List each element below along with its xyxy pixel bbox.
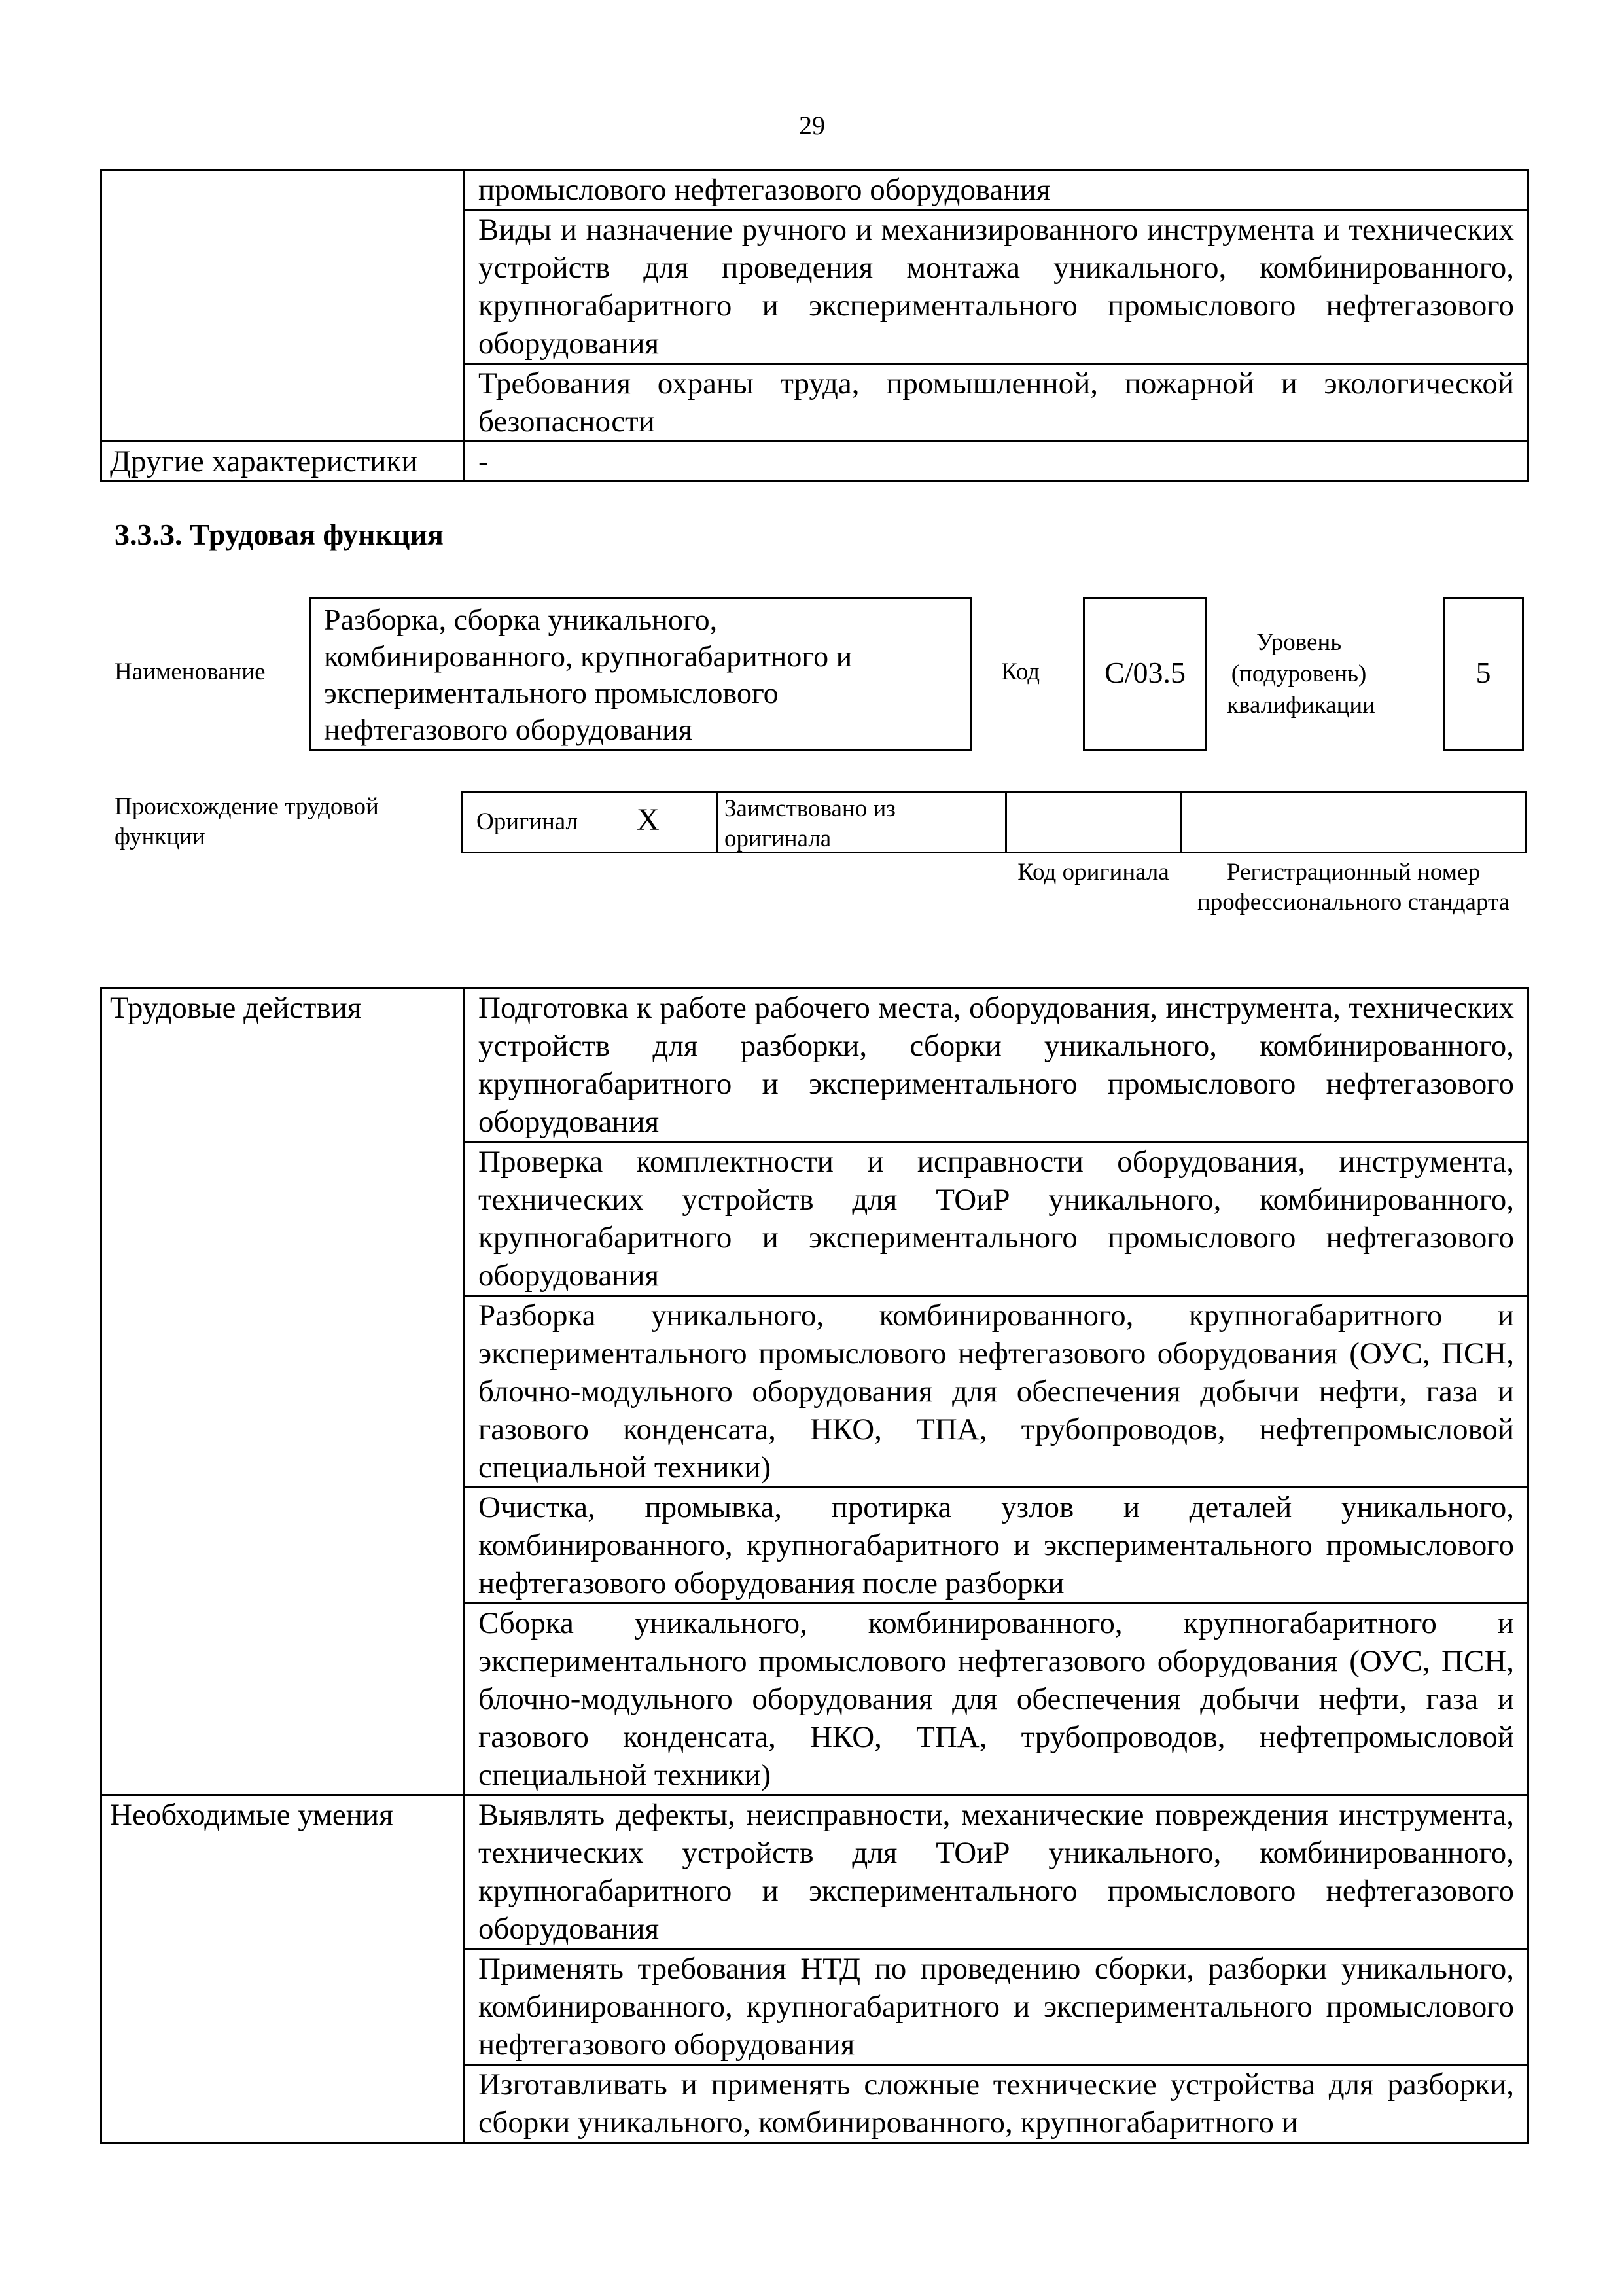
code-caption: Код оригинала (1017, 859, 1169, 886)
code-value: С/03.5 (1083, 597, 1207, 751)
name-value: Разборка, сборка уникального, комбинированного, крупногабаритного и экспериментального промыслового нефтегазового оборудования (309, 597, 972, 751)
table-cell: Очистка, промывка, протирка узлов и деталей уникального, комбинированного, крупногабаритного и экспериментального промыслового нефтегазового оборудования после разборки (465, 1488, 1528, 1604)
page-number: 29 (799, 111, 825, 140)
function-table (100, 987, 1529, 2144)
section-title: 3.3.3. Трудовая функция (115, 518, 444, 551)
row-label: Другие характеристики (101, 442, 465, 482)
continuation-table (100, 169, 1529, 482)
level-value: 5 (1443, 597, 1524, 751)
table-row (101, 170, 1528, 210)
level-label: Уровень (подуровень) квалификации (1227, 629, 1375, 719)
table-cell: Изготавливать и применять сложные технические устройства для разборки, сборки уникального, комбинированного, крупногабаритного и (465, 2065, 1528, 2143)
table-cell: Требования охраны труда, промышленной, пожарной и экологической безопасности (465, 364, 1528, 442)
reg-caption: Регистрационный номер профессионального стандарта (1197, 859, 1510, 916)
name-label: Наименование (115, 658, 266, 685)
table-row (101, 988, 1528, 1142)
table-row (101, 442, 1528, 482)
original-cell (461, 791, 718, 853)
table-cell: Подготовка к работе рабочего места, оборудования, инструмента, технических устройств для разборки, сборки уникального, комбинированного, крупногабаритного и экспериментального промыслового нефтегазового оборудования (465, 988, 1528, 1142)
table-cell: Выявлять дефекты, неисправности, механические повреждения инструмента, технических устройств для ТОиР уникального, комбинированного, крупногабаритного и экспериментального промыслового нефтегазового оборудования (465, 1795, 1528, 1949)
table-cell: промыслового нефтегазового оборудования (465, 170, 1528, 210)
table-row (101, 1795, 1528, 1949)
original-code-cell (1005, 791, 1182, 853)
original-mark: X (637, 802, 660, 837)
table-cell-empty (101, 170, 465, 442)
table-cell: Сборка уникального, комбинированного, крупногабаритного и экспериментального промыслового нефтегазового оборудования (ОУС, ПСН, блочно-модульного оборудования для обеспечения добычи нефти, газа и газового конденсата, НКО, ТПА, трубопроводов, нефтепромысловой специальной техники) (465, 1604, 1528, 1795)
table-cell: Виды и назначение ручного и механизированного инструмента и технических устройств для проведения монтажа уникального, комбинированного, крупногабаритного и экспериментального промыслового нефтегазового оборудования (465, 210, 1528, 364)
table-cell: Разборка уникального, комбинированного, крупногабаритного и экспериментального промыслового нефтегазового оборудования (ОУС, ПСН, блочно-модульного оборудования для обеспечения добычи нефти, газа и газового конденсата, НКО, ТПА, трубопроводов, нефтепромысловой специальной техники) (465, 1296, 1528, 1488)
table-cell: Применять требования НТД по проведению сборки, разборки уникального, комбинированного, крупногабаритного и экспериментального промыслового нефтегазового оборудования (465, 1949, 1528, 2065)
table-cell: Проверка комплектности и исправности оборудования, инструмента, технических устройств для ТОиР уникального, комбинированного, крупногабаритного и экспериментального промыслового нефтегазового оборудования (465, 1142, 1528, 1296)
row-label: Необходимые умения (101, 1795, 465, 2143)
borrowed-label: Заимствовано из оригинала (716, 791, 1007, 853)
code-label: Код (1001, 658, 1040, 685)
registration-number-cell (1180, 791, 1527, 853)
row-label: Трудовые действия (101, 988, 465, 1795)
table-cell: - (465, 442, 1528, 482)
original-label: Оригинал (476, 808, 578, 835)
origin-label: Происхождение трудовой функции (115, 793, 379, 850)
